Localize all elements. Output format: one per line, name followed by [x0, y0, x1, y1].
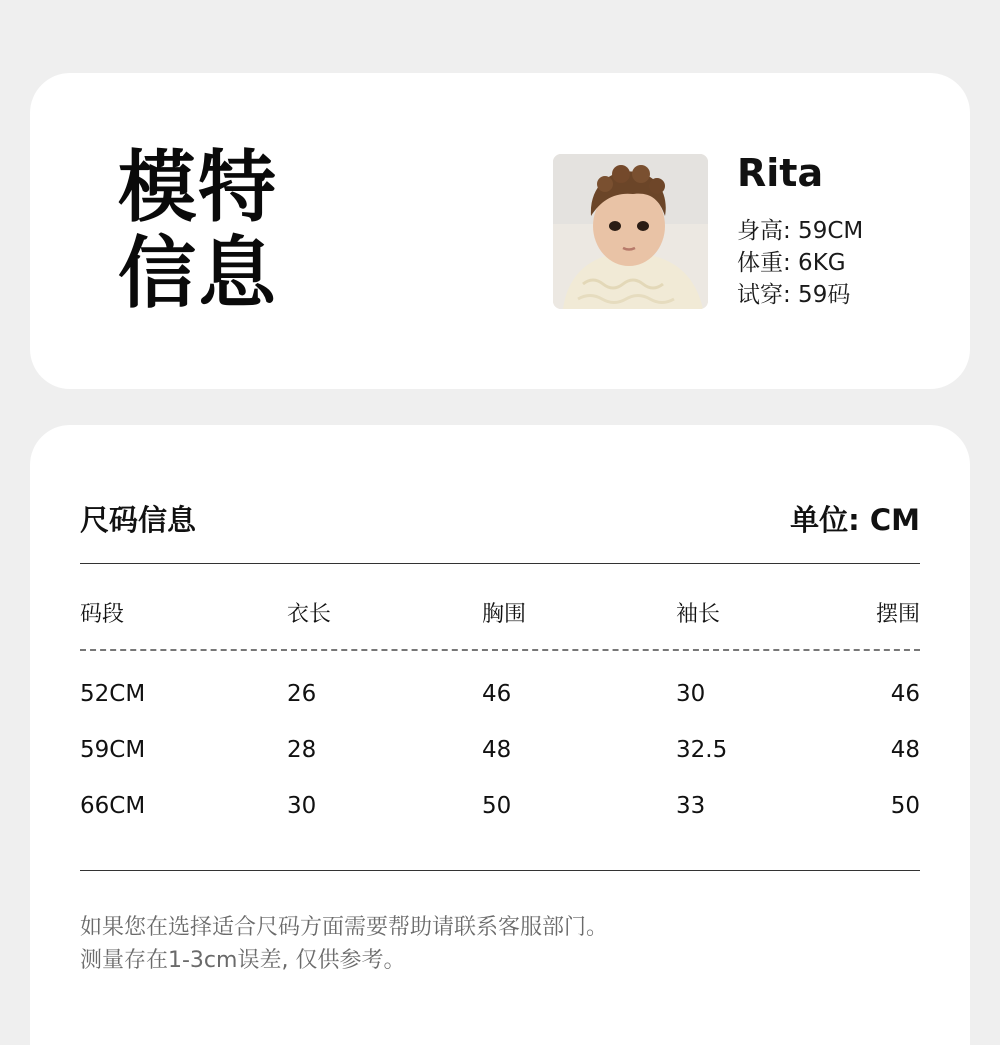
table-cell: 26: [287, 681, 317, 707]
size-note: [80, 911, 608, 977]
table-bottom-divider: [80, 870, 920, 871]
table-cell: 33: [676, 793, 706, 819]
dashed-divider: [80, 649, 920, 651]
table-cell: 32.5: [676, 737, 728, 763]
size-info-title: 尺码信息: [80, 503, 197, 537]
table-cell: 48: [890, 737, 920, 763]
table-cell: 46: [482, 681, 512, 707]
table-cell: 59CM: [80, 737, 146, 763]
table-row: [80, 681, 920, 717]
table-cell: 30: [287, 793, 317, 819]
table-cell: 48: [482, 737, 512, 763]
model-info-card: [30, 73, 970, 389]
table-header-row: [80, 597, 920, 633]
model-height: 身高: 59CM: [737, 218, 864, 244]
model-name: Rita: [737, 151, 824, 195]
column-header: 码段: [80, 602, 125, 627]
size-note-line2: 测量存在1-3cm误差, 仅供参考。: [80, 948, 406, 973]
unit-label: 单位: CM: [790, 503, 920, 537]
model-tried-size: 试穿: 59码: [737, 282, 851, 308]
size-note-line1: 如果您在选择适合尺码方面需要帮助请联系客服部门。: [80, 915, 609, 940]
table-cell: 50: [890, 793, 920, 819]
model-photo: [553, 154, 708, 309]
column-header: 摆围: [875, 602, 920, 627]
column-header: 袖长: [676, 602, 721, 627]
model-info-title: [118, 145, 278, 317]
header-divider: [80, 563, 920, 564]
table-cell: 46: [890, 681, 920, 707]
size-info-header: [80, 498, 920, 539]
column-header: 胸围: [482, 602, 527, 627]
table-cell: 30: [676, 681, 706, 707]
table-cell: 66CM: [80, 793, 146, 819]
column-header: 衣长: [287, 602, 332, 627]
table-row: [80, 793, 920, 829]
table-cell: 52CM: [80, 681, 146, 707]
model-title-line2: 信息: [118, 229, 279, 319]
table-row: [80, 737, 920, 773]
table-cell: 28: [287, 737, 317, 763]
table-cell: 50: [482, 793, 512, 819]
model-stats: [737, 215, 863, 311]
model-weight: 体重: 6KG: [737, 250, 846, 276]
model-title-line1: 模特: [118, 143, 279, 233]
size-info-card: [30, 425, 970, 1045]
